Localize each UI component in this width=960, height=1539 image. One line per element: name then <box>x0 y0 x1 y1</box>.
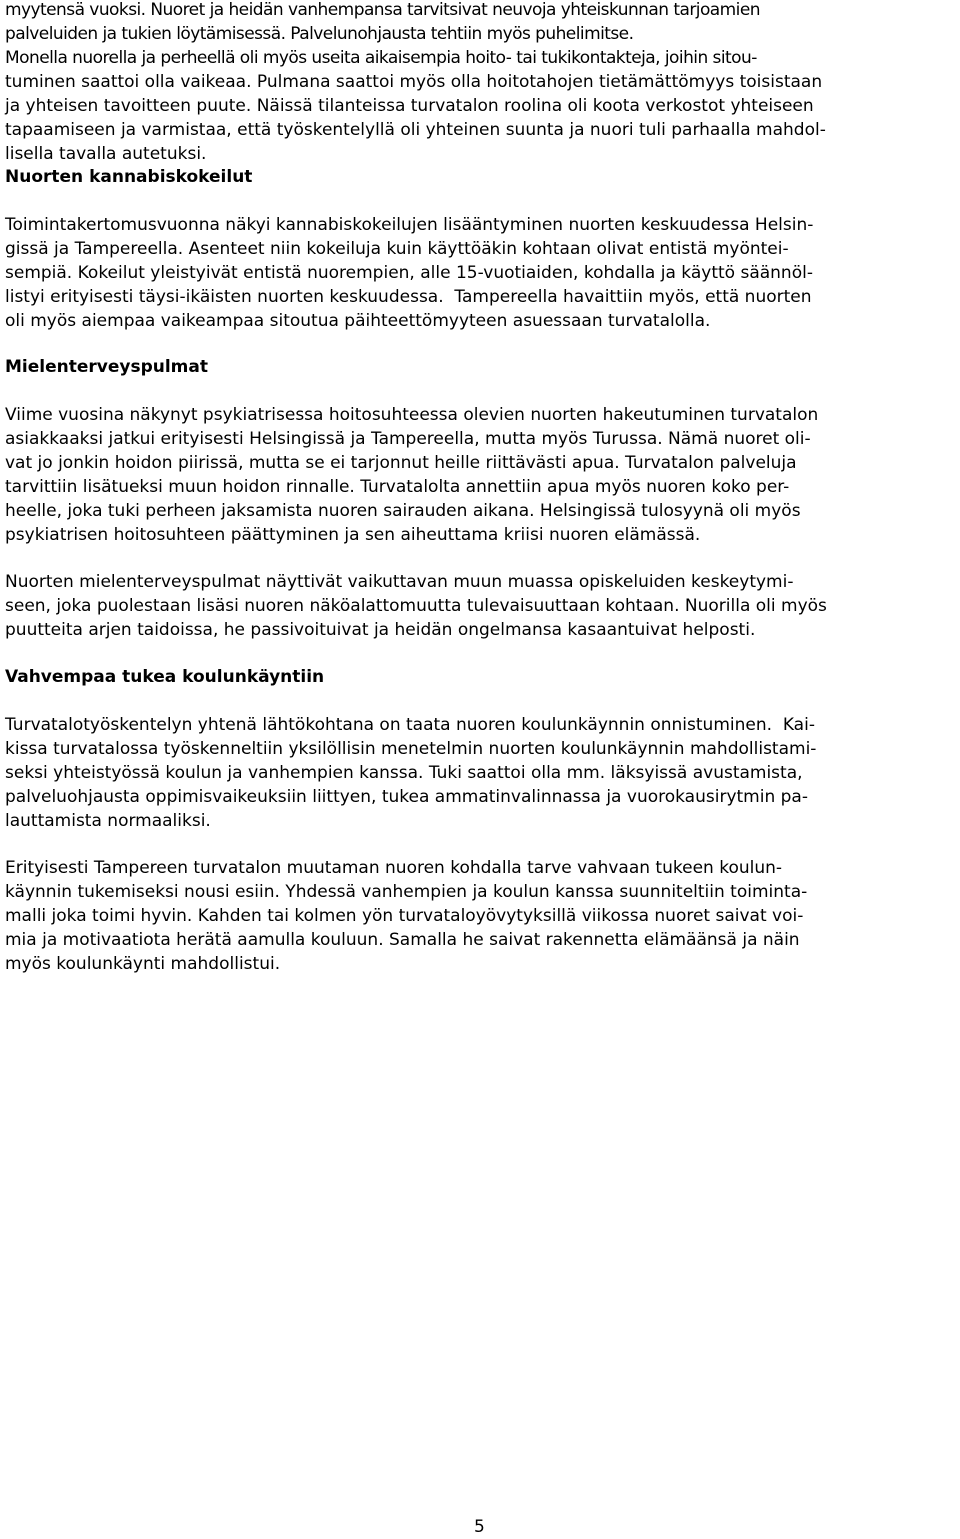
text-line: Viime vuosina näkynyt psykiatrisessa hoitosuhteessa olevien nuorten hakeutuminen turvatalon <box>5 405 819 425</box>
text-line: myytensä vuoksi. Nuoret ja heidän vanhempansa tarvitsivat neuvoja yhteiskunnan tarjoamien <box>5 0 760 20</box>
text-line: mia ja motivaatiota herätä aamulla kouluun. Samalla he saivat rakennetta elämäänsä ja näin <box>5 930 800 950</box>
text-line: tapaamiseen ja varmistaa, että työskentelyllä oli yhteinen suunta ja nuori tuli parhaalla mahdol- <box>5 120 826 140</box>
mental-health-paragraph-2 <box>5 570 955 642</box>
text-line: seen, joka puolestaan lisäsi nuoren näköalattomuutta tulevaisuuttaan kohtaan. Nuorilla oli myös <box>5 596 827 616</box>
text-line: tarvittiin lisätueksi muun hoidon rinnalle. Turvatalolta annettiin apua myös nuoren koko per- <box>5 477 790 497</box>
section-heading-cannabis: Nuorten kannabiskokeilut <box>5 167 253 187</box>
text-line: myös koulunkäynti mahdollistui. <box>5 954 281 974</box>
text-line: gissä ja Tampereella. Asenteet niin kokeiluja kuin käyttöäkin kohtaan olivat entistä myöntei- <box>5 239 789 259</box>
text-line: käynnin tukemiseksi nousi esiin. Yhdessä vanhempien ja koulun kanssa suunniteltiin toiminta- <box>5 882 808 902</box>
text-line: kissa turvatalossa työskenneltiin yksilöllisin menetelmin nuorten koulunkäynnin mahdollistami- <box>5 739 817 759</box>
text-line: palveluohjausta oppimisvaikeuksiin liittyen, tukea ammatinvalinnassa ja vuorokausirytmin pa- <box>5 787 808 807</box>
text-line: Toimintakertomusvuonna näkyi kannabiskokeilujen lisääntyminen nuorten keskuudessa Helsin- <box>5 215 814 235</box>
mental-health-paragraph-1 <box>5 403 955 547</box>
section-heading-school-support: Vahvempaa tukea koulunkäyntiin <box>5 667 325 687</box>
text-line: seksi yhteistyössä koulun ja vanhempien kanssa. Tuki saattoi olla mm. läksyissä avustamista, <box>5 763 803 783</box>
text-line: puutteita arjen taidoissa, he passivoituivat ja heidän ongelmansa kasaantuivat helposti. <box>5 620 756 640</box>
cannabis-paragraph <box>5 213 955 333</box>
text-line: lisella tavalla autetuksi. <box>5 144 207 164</box>
text-line: vat jo jonkin hoidon piirissä, mutta se ei tarjonnut heille riittävästi apua. Turvatalon palveluja <box>5 453 797 473</box>
text-line: psykiatrisen hoitosuhteen päättyminen ja sen aiheuttama kriisi nuoren elämässä. <box>5 525 701 545</box>
intro-paragraph <box>5 0 955 166</box>
text-line: Nuorten mielenterveyspulmat näyttivät vaikuttavan muun muassa opiskeluiden keskeytymi- <box>5 572 794 592</box>
text-line: heelle, joka tuki perheen jaksamista nuoren sairauden aikana. Helsingissä tulosyynä oli myös <box>5 501 801 521</box>
school-support-paragraph-2 <box>5 856 955 976</box>
page-number: 5 <box>474 1517 485 1537</box>
text-line: ja yhteisen tavoitteen puute. Näissä tilanteissa turvatalon roolina oli koota verkostot yhteiseen <box>5 96 814 116</box>
text-line: Turvatalotyöskentelyn yhtenä lähtökohtana on taata nuoren koulunkäynnin onnistuminen. Kai- <box>5 715 815 735</box>
text-line: lauttamista normaaliksi. <box>5 811 211 831</box>
section-heading-mental-health: Mielenterveyspulmat <box>5 357 208 377</box>
school-support-paragraph-1 <box>5 713 955 833</box>
text-line: malli joka toimi hyvin. Kahden tai kolmen yön turvataloyövytyksillä viikossa nuoret saivat voi- <box>5 906 804 926</box>
text-line: Erityisesti Tampereen turvatalon muutaman nuoren kohdalla tarve vahvaan tukeen koulun- <box>5 858 783 878</box>
text-line: tuminen saattoi olla vaikeaa. Pulmana saattoi myös olla hoitotahojen tietämättömyys toisistaan <box>5 72 823 92</box>
text-line: oli myös aiempaa vaikeampaa sitoutua päihteettömyyteen asuessaan turvatalolla. <box>5 311 711 331</box>
text-line: palveluiden ja tukien löytämisessä. Palvelunohjausta tehtiin myös puhelimitse. <box>5 24 634 44</box>
text-line: sempiä. Kokeilut yleistyivät entistä nuorempien, alle 15-vuotiaiden, kohdalla ja käyttö säännöl- <box>5 263 813 283</box>
text-line: asiakkaaksi jatkui erityisesti Helsingissä ja Tampereella, mutta myös Turussa. Nämä nuoret oli- <box>5 429 811 449</box>
text-line: Monella nuorella ja perheellä oli myös useita aikaisempia hoito- tai tukikontakteja, joihin sitou- <box>5 48 757 68</box>
text-line: listyi erityisesti täysi-ikäisten nuorten keskuudessa. Tampereella havaittiin myös, että nuorten <box>5 287 812 307</box>
